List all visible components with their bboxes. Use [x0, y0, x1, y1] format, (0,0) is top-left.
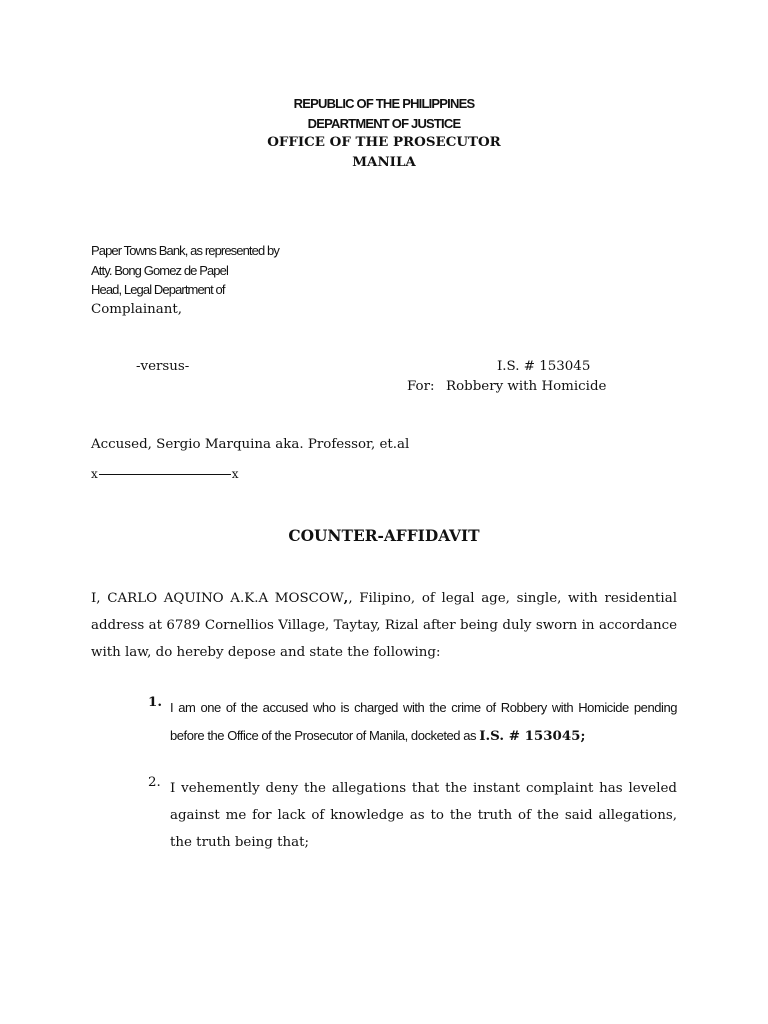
charge-label: Robbery with Homicide — [446, 379, 607, 394]
document-header — [0, 94, 768, 172]
list-item-number: 2. — [148, 775, 161, 790]
list-item-number: 1. — [148, 694, 162, 710]
case-reference: I.S. # 153045 — [479, 728, 581, 745]
intro-text: , Filipino, of legal age, single, with residential address at 6789 Cornellios Village, Taytay, Rizal after being duly sworn in accordance with law, do hereby depose and state the following: — [91, 591, 677, 661]
complainant-line-3: Head, Legal Department of — [91, 282, 225, 298]
intro-paragraph — [91, 585, 677, 667]
affiant-name: I, CARLO AQUINO A.K.A MOSCOW — [91, 591, 344, 606]
case-number: I.S. # 153045 — [497, 359, 591, 374]
header-department: DEPARTMENT OF JUSTICE — [307, 115, 461, 131]
document-title: COUNTER-AFFIDAVIT — [288, 527, 480, 545]
separator-rule — [99, 474, 231, 475]
header-republic: REPUBLIC OF THE PHILIPPINES — [293, 96, 475, 111]
list-item-text: I vehemently deny the allegations that the instant complaint has leveled against me for lack of knowledge as to the truth of the said allegations, the truth being that; — [170, 781, 677, 851]
versus-label: -versus- — [136, 359, 190, 374]
separator-left: x — [91, 467, 98, 481]
complainant-block — [91, 241, 279, 319]
header-office: OFFICE OF THE PROSECUTOR — [267, 134, 501, 151]
list-item-text — [170, 694, 677, 750]
list-item-text-main: I am one of the accused who is charged with the crime of Robbery with Homicide pending before the Office of the Prosecutor of Manila, docketed as — [170, 700, 677, 744]
complainant-line-1: Paper Towns Bank, as represented by — [91, 243, 279, 258]
affiant-comma: , — [343, 590, 349, 606]
separator-right: x — [231, 467, 239, 481]
list-item-end: ; — [580, 728, 586, 745]
complainant-label: Complainant, — [91, 301, 182, 317]
header-city: MANILA — [352, 153, 416, 170]
for-label: For: — [407, 379, 435, 394]
complainant-line-2: Atty. Bong Gomez de Papel — [91, 262, 228, 278]
caption-separator — [91, 467, 239, 481]
accused-line: Accused, Sergio Marquina aka. Professor, et.al — [91, 437, 410, 452]
